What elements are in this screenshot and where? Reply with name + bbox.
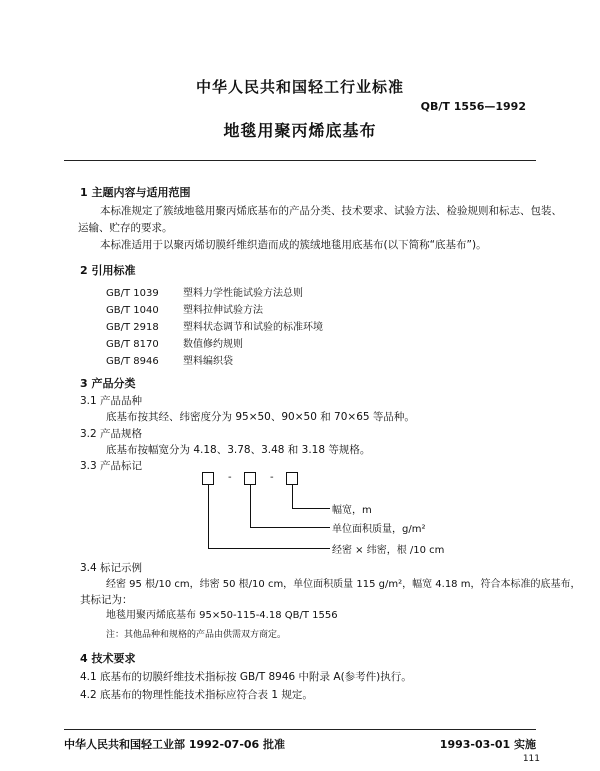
page-number: 111: [522, 754, 540, 764]
marking-dash-1: -: [228, 472, 232, 483]
reference-item: [106, 335, 243, 350]
section-3-2-body: 底基布按幅宽分为 4.18、3.78、3.48 和 3.18 等规格。: [106, 444, 371, 456]
marking-box-width: [286, 472, 298, 485]
reference-name: 数值修约规则: [183, 339, 243, 350]
reference-code: GB/T 8170: [106, 339, 159, 350]
section-3-heading: 3 产品分类: [80, 377, 136, 390]
section-1-para-1a: 本标准规定了簇绒地毯用聚丙烯底基布的产品分类、技术要求、试验方法、检验规则和标志、包装、: [100, 205, 562, 217]
reference-name: 塑料编织袋: [183, 356, 233, 367]
leader-line-density: [208, 485, 209, 549]
section-3-1-body: 底基布按其经、纬密度分为 95×50、90×50 和 70×65 等品种。: [106, 411, 415, 423]
section-3-3-title: 3.3 产品标记: [80, 460, 143, 472]
section-3-4-note: 注：其他品种和规格的产品由供需双方商定。: [106, 630, 287, 640]
standard-code: QB/T 1556—1992: [420, 100, 526, 113]
reference-code: GB/T 1040: [106, 305, 159, 316]
header-rule: [64, 160, 536, 161]
issuing-organization: 中华人民共和国轻工行业标准: [195, 78, 404, 96]
leader-line-mass-h: [250, 527, 330, 528]
label-width: 幅宽，m: [332, 505, 372, 516]
footer-rule: [64, 729, 536, 730]
approval-date: 中华人民共和国轻工业部 1992-07-06 批准: [64, 738, 286, 751]
reference-item: [106, 301, 263, 316]
section-3-4-body-1: 经密 95 根/10 cm，纬密 50 根/10 cm，单位面积质量 115 g/m²，幅宽 4.18 m，符合本标准的底基布，: [106, 579, 581, 590]
section-4-1: 4.1 底基布的切膜纤维技术指标按 GB/T 8946 中附录 A(参考件)执行。: [80, 671, 412, 683]
leader-line-width-h: [292, 508, 330, 509]
label-density: 经密 × 纬密，根 /10 cm: [332, 545, 445, 556]
marking-box-density: [202, 472, 214, 485]
section-3-1-title: 3.1 产品品种: [80, 395, 143, 407]
section-1-para-2: 本标准适用于以聚丙烯切膜纤维织造而成的簇绒地毯用底基布(以下简称“底基布”)。: [100, 239, 487, 251]
reference-item: [106, 284, 303, 299]
reference-code: GB/T 8946: [106, 356, 159, 367]
reference-code: GB/T 1039: [106, 288, 159, 299]
reference-code: GB/T 2918: [106, 322, 159, 333]
section-4-heading: 4 技术要求: [80, 652, 136, 665]
marking-dash-2: -: [270, 472, 274, 483]
leader-line-width: [292, 485, 293, 509]
reference-item: [106, 352, 233, 367]
label-mass: 单位面积质量，g/m²: [332, 524, 426, 535]
section-3-4-body-2: 其标记为：: [80, 594, 133, 606]
effective-date: 1993-03-01 实施: [439, 738, 536, 751]
reference-item: [106, 318, 323, 333]
section-1-para-1b: 运输、贮存的要求。: [78, 222, 173, 234]
reference-name: 塑料力学性能试验方法总则: [183, 288, 303, 299]
section-4-2: 4.2 底基布的物理性能技术指标应符合表 1 规定。: [80, 689, 313, 701]
leader-line-density-h: [208, 548, 330, 549]
section-1-heading: 1 主题内容与适用范围: [80, 186, 191, 199]
reference-name: 塑料拉伸试验方法: [183, 305, 263, 316]
leader-line-mass: [250, 485, 251, 528]
marking-example: 地毯用聚丙烯底基布 95×50-115-4.18 QB/T 1556: [106, 610, 338, 621]
document-title: 地毯用聚丙烯底基布: [223, 121, 377, 140]
section-2-heading: 2 引用标准: [80, 264, 136, 277]
marking-box-mass: [244, 472, 256, 485]
section-3-4-title: 3.4 标记示例: [80, 562, 143, 574]
reference-name: 塑料状态调节和试验的标准环境: [183, 322, 323, 333]
section-3-2-title: 3.2 产品规格: [80, 428, 143, 440]
